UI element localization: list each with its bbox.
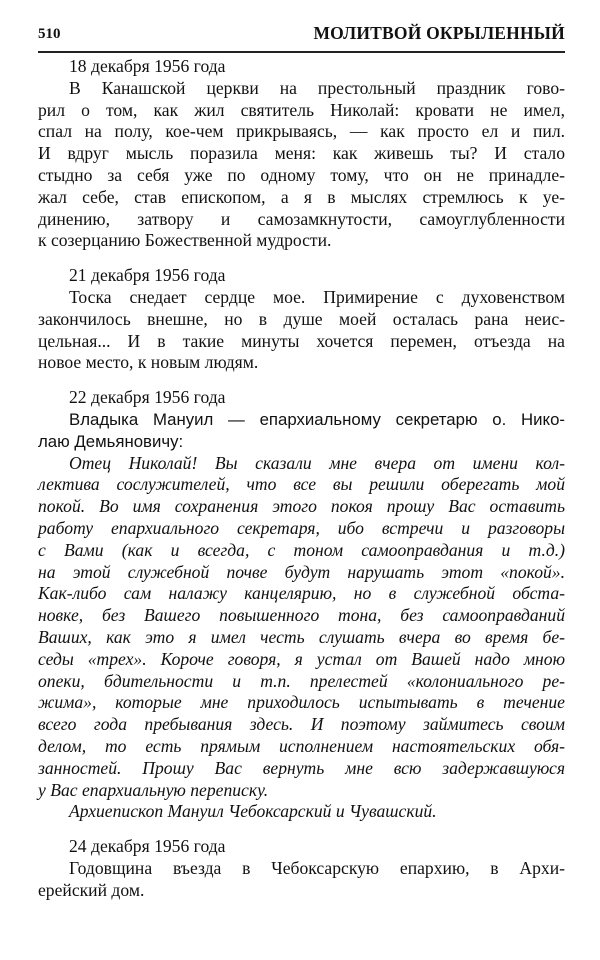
entry-date: 21 декабря 1956 года [69, 265, 226, 286]
text-line: Годовщина въезда в Чебоксарскую епархию, в Архи- [69, 857, 565, 878]
text-line: покой. Во имя сохранения этого покоя прошу Вас оставить [38, 496, 565, 517]
text-line: новое место, к новым людям. [38, 352, 259, 373]
text-line: спал на полу, кое-чем прикрываясь, — как просто ел и пил. [38, 121, 565, 142]
text-line: у Вас епархиальную переписку. [38, 779, 269, 800]
text-line: новке, без Вашего повышенного тона, без самооправданий [38, 605, 565, 626]
text-line: с Вами (как и всегда, с тоном самооправдания и т.д.) [38, 539, 565, 560]
diary-entry [38, 836, 565, 901]
paragraph [38, 78, 565, 252]
running-header [38, 22, 565, 48]
text-line: динению, затвору и самозамкнутости, самоуглубленности [38, 208, 565, 229]
entry-date: 18 декабря 1956 года [69, 56, 226, 76]
page-body [38, 56, 565, 901]
quoted-letter-paragraph [38, 801, 565, 823]
text-line: жал себе, став епископом, а я в мыслях стремлюсь к уе- [38, 186, 565, 207]
text-line: занностей. Прошу Вас вернуть мне всю задержавшуюся [38, 757, 565, 778]
text-line: ерейский дом. [38, 879, 145, 900]
text-line: жима», которые мне приходилось испытывать в течение [38, 692, 565, 713]
text-line: Ваших, как это я имел честь слушать вчера во время бе- [38, 626, 565, 647]
text-line: всего года пребывания здесь. И поэтому займитесь своим [38, 714, 565, 735]
diary-entry [38, 56, 565, 252]
diary-entry [38, 265, 565, 374]
text-line: лектива сослужителей, что все вы решили оберегать мой [38, 474, 565, 495]
running-title: МОЛИТВОЙ ОКРЫЛЕННЫЙ [313, 23, 565, 43]
paragraph [38, 409, 565, 453]
text-line: Тоска снедает сердце мое. Примирение с духовенством [69, 286, 565, 307]
text-line: Владыка Мануил — епархиальному секретарю о. Нико- [69, 409, 565, 429]
text-line: лаю Демьяновичу: [38, 431, 184, 451]
text-line: закончилось внешне, но в душе моей осталась рана неис- [38, 308, 565, 329]
text-line: к созерцанию Божественной мудрости. [38, 230, 332, 251]
text-line: рил о том, как жил святитель Николай: кровати не имел, [38, 99, 565, 120]
entry-date: 24 декабря 1956 года [69, 836, 226, 857]
text-line: седы «трех». Короче говоря, я устал от Вашей надо мною [38, 648, 565, 669]
text-line: Архиепископ Мануил Чебоксарский и Чувашский. [69, 801, 437, 822]
page-number: 510 [38, 26, 61, 42]
entry-date: 22 декабря 1956 года [69, 387, 226, 408]
header-rule [38, 51, 565, 53]
paragraph [38, 858, 565, 902]
text-line: В Канашской церкви на престольный праздник гово- [69, 77, 565, 98]
text-line: работу епархиального секретаря, ибо встречи и разговоры [38, 517, 565, 538]
text-line: Как-либо сам налажу канцелярию, но в служебной обста- [38, 583, 565, 604]
text-line: опеки, бдительности и т.п. прелестей «колониального ре- [38, 670, 565, 691]
quoted-letter-paragraph [38, 453, 565, 802]
text-line: стыдно за себя уже по одному тому, что он не принадле- [38, 164, 565, 185]
text-line: цельная... И в такие минуты хочется перемен, отъезда на [38, 330, 565, 351]
text-line: И вдруг мысль поразила меня: как живешь ты? И стало [38, 143, 565, 164]
text-line: на этой служебной почве будут нарушать этот «покой». [38, 561, 565, 582]
text-line: делом, то есть прямым исполнением настоятельских обя- [38, 735, 565, 756]
text-line: Отец Николай! Вы сказали мне вчера от имени кол- [69, 452, 565, 473]
diary-entry [38, 387, 565, 823]
paragraph [38, 287, 565, 374]
